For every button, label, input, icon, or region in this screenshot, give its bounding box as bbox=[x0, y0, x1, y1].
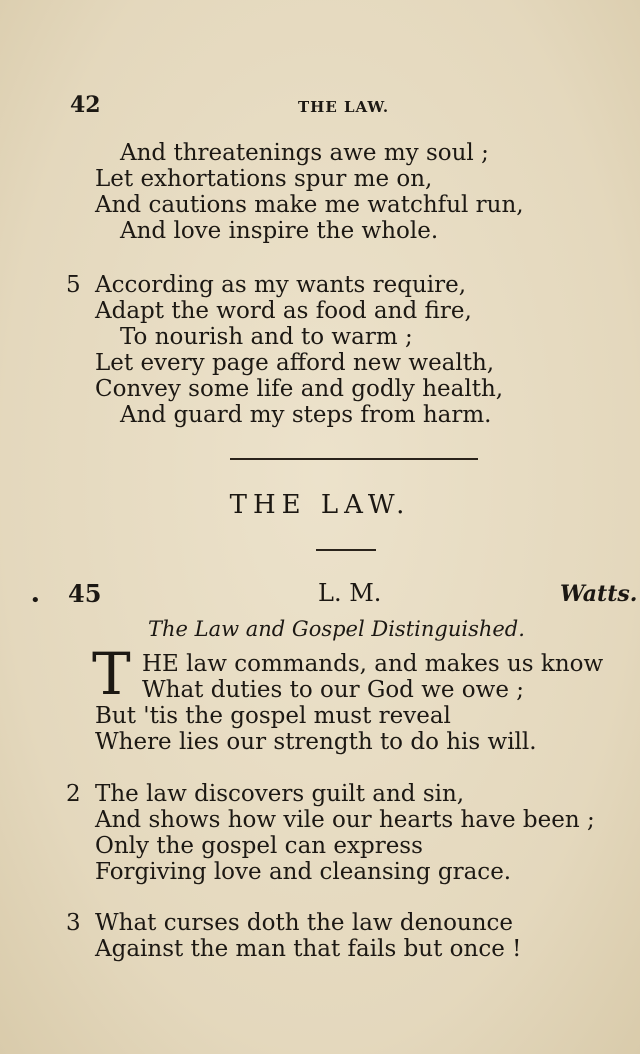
short-divider bbox=[316, 549, 376, 551]
verse-line: Forgiving love and cleansing grace. bbox=[95, 859, 512, 885]
verse-line: Let every page afford new wealth, bbox=[95, 350, 495, 376]
verse-line: Where lies our strength to do his will. bbox=[95, 729, 537, 755]
verse-line: What curses doth the law denounce bbox=[95, 910, 514, 936]
section-title: THE LAW. bbox=[229, 490, 411, 520]
verse-line: And shows how vile our hearts have been ; bbox=[95, 807, 595, 833]
hymn-subtitle: The Law and Gospel Distinguished. bbox=[148, 617, 525, 641]
verse-line: Let exhortations spur me on, bbox=[95, 166, 433, 192]
running-title: THE LAW. bbox=[298, 98, 390, 116]
verse-line: And threatenings awe my soul ; bbox=[120, 140, 489, 166]
verse-line: To nourish and to warm ; bbox=[120, 324, 413, 350]
verse-line: HE law commands, and makes us know bbox=[142, 651, 604, 677]
page-number: 42 bbox=[70, 92, 101, 118]
verse-line: What duties to our God we owe ; bbox=[142, 677, 525, 703]
verse-line: The law discovers guilt and sin, bbox=[95, 781, 465, 807]
stanza-number: 2 bbox=[66, 781, 81, 807]
verse-line: But 'tis the gospel must reveal bbox=[95, 703, 451, 729]
hymn-author: Watts. bbox=[560, 581, 638, 607]
verse-line: According as my wants require, bbox=[95, 272, 467, 298]
stanza-number: 3 bbox=[66, 910, 81, 936]
verse-line: Adapt the word as food and fire, bbox=[95, 298, 472, 324]
section-divider bbox=[230, 458, 478, 460]
drop-cap: T bbox=[92, 640, 131, 708]
verse-line: And cautions make me watchful run, bbox=[95, 192, 524, 218]
verse-line: And guard my steps from harm. bbox=[120, 402, 492, 428]
stanza-number: 5 bbox=[66, 272, 81, 298]
hymn-number: 45 bbox=[68, 579, 102, 608]
verse-line: Only the gospel can express bbox=[95, 833, 423, 859]
hymn-meter: L. M. bbox=[318, 579, 382, 607]
verse-line: And love inspire the whole. bbox=[120, 218, 439, 244]
verse-line: Against the man that fails but once ! bbox=[95, 936, 522, 962]
margin-bullet: • bbox=[30, 590, 41, 611]
verse-line: Convey some life and godly health, bbox=[95, 376, 504, 402]
